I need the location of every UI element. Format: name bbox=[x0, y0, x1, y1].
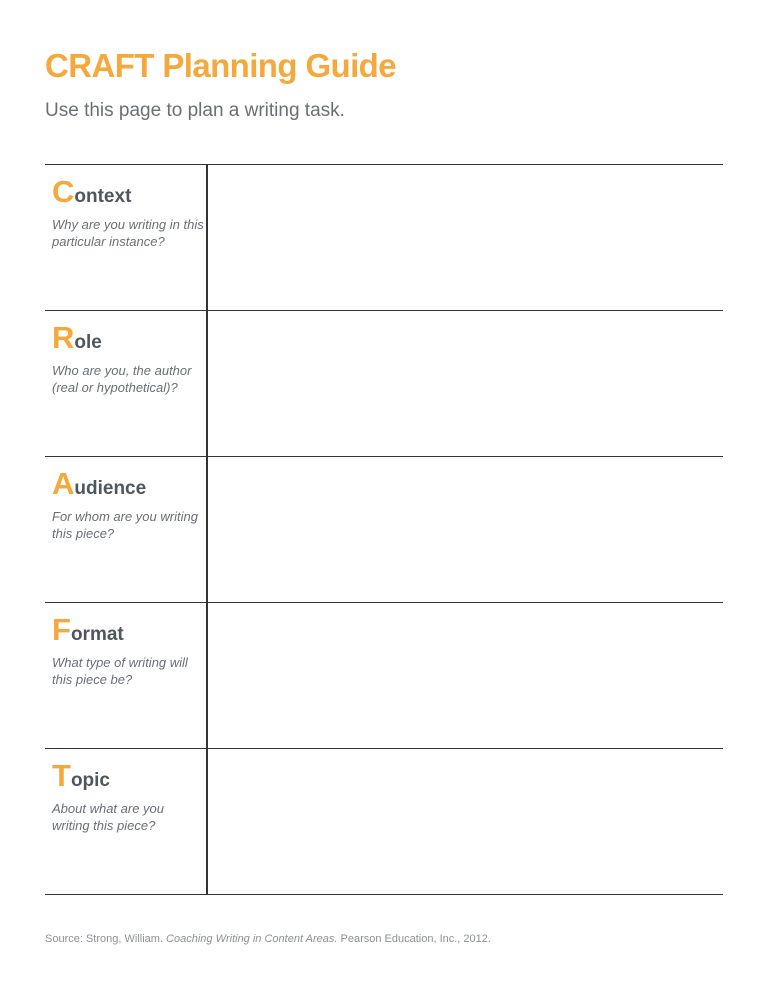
row-label bbox=[52, 467, 202, 542]
row-heading-rest: udience bbox=[74, 478, 147, 499]
row-initial: R bbox=[52, 320, 75, 355]
craft-row-format bbox=[45, 603, 723, 749]
row-heading-rest: ormat bbox=[70, 624, 124, 645]
page-title: CRAFT Planning Guide bbox=[45, 47, 396, 84]
row-heading bbox=[52, 467, 202, 506]
answer-area-audience[interactable] bbox=[208, 457, 723, 602]
source-suffix: Pearson Education, Inc., 2012. bbox=[340, 933, 491, 945]
row-initial: T bbox=[52, 758, 71, 793]
source-prefix: Source: Strong, William. bbox=[45, 933, 163, 945]
source-citation bbox=[45, 933, 491, 945]
row-description: For whom are you writing this piece? bbox=[52, 509, 198, 541]
craft-row-role bbox=[45, 311, 723, 457]
row-label bbox=[52, 321, 202, 396]
craft-row-audience bbox=[45, 457, 723, 603]
row-heading bbox=[52, 175, 202, 214]
row-initial: F bbox=[52, 612, 71, 647]
row-label bbox=[52, 759, 202, 834]
row-label bbox=[52, 613, 202, 688]
source-title: Coaching Writing in Content Areas. bbox=[166, 933, 338, 945]
row-heading bbox=[52, 613, 202, 652]
row-description: Who are you, the author (real or hypothetical)? bbox=[52, 363, 192, 395]
answer-area-role[interactable] bbox=[208, 311, 723, 456]
craft-row-context bbox=[45, 165, 723, 311]
row-heading-rest: ole bbox=[74, 332, 102, 353]
craft-table bbox=[45, 164, 723, 894]
row-description: About what are you writing this piece? bbox=[52, 801, 165, 833]
row-description: Why are you writing in this particular instance? bbox=[52, 217, 204, 249]
answer-area-context[interactable] bbox=[208, 165, 723, 310]
row-heading bbox=[52, 759, 202, 798]
page-subtitle: Use this page to plan a writing task. bbox=[45, 100, 345, 121]
row-initial: A bbox=[52, 466, 75, 501]
row-label bbox=[52, 175, 202, 250]
row-initial: C bbox=[52, 174, 75, 209]
answer-area-topic[interactable] bbox=[208, 749, 723, 894]
row-heading-rest: opic bbox=[70, 770, 110, 791]
craft-row-topic bbox=[45, 749, 723, 895]
row-heading bbox=[52, 321, 202, 360]
answer-area-format[interactable] bbox=[208, 603, 723, 748]
row-heading-rest: ontext bbox=[74, 186, 132, 207]
row-description: What type of writing will this piece be? bbox=[52, 655, 188, 687]
